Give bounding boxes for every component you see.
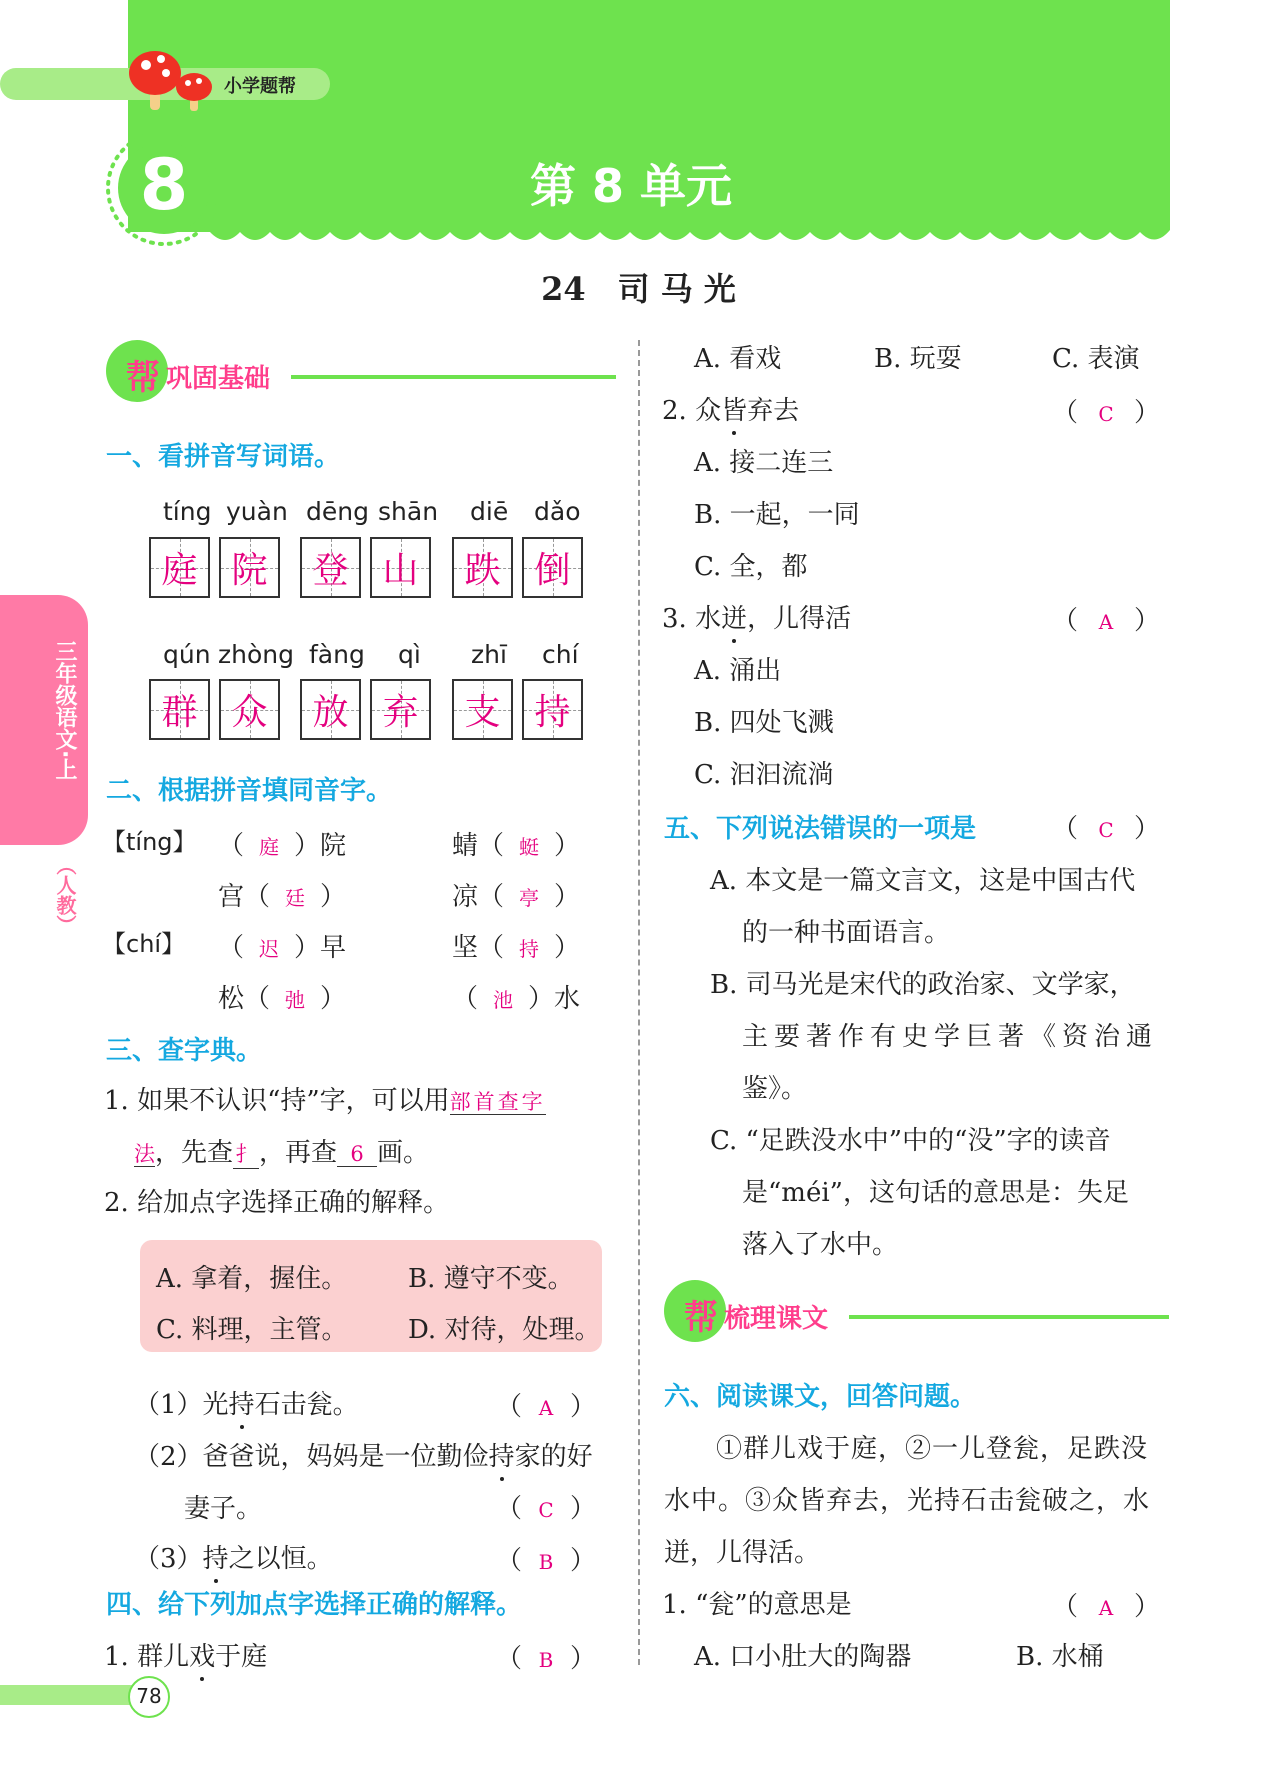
q1-pinyin: fàng (309, 640, 365, 669)
q4-item-1: 1. 群儿戏于庭 (104, 1636, 267, 1673)
banner-line (849, 1315, 1169, 1319)
q3-title: 三、查字典。 (106, 1036, 263, 1066)
q5-line: 是“méi”，这句话的意思是：失足 (742, 1178, 1129, 1208)
banner-title: 梳理课文 (724, 1304, 829, 1334)
q4-item-2: 2. 众皆弃去 (662, 390, 799, 427)
q5-line: 的一种书面语言。 (742, 918, 951, 948)
q4-item-3: 3. 水迸，儿得活 (662, 598, 851, 635)
q4-3-option: C. 汩汩流淌 (694, 760, 834, 790)
q4-1-option: A. 看戏 (694, 344, 782, 374)
lesson-title: 24 司 马 光 (541, 270, 736, 308)
q3-option: A. 拿着，握住。 (156, 1264, 348, 1294)
q6-title: 六、阅读课文，回答问题。 (664, 1382, 977, 1412)
banner-prefix: 帮 (126, 358, 160, 398)
side-tab-edition: （人教） (53, 855, 77, 935)
section-banner-review (664, 1280, 1169, 1340)
q2-item: （ 庭 ）院 (218, 831, 347, 861)
footer-bar (0, 1685, 140, 1705)
answer[interactable]: 法 (134, 1142, 155, 1166)
q4-3-option: A. 涌出 (694, 656, 782, 686)
answer[interactable]: B (538, 1550, 554, 1574)
q3-option: B. 遵守不变。 (408, 1264, 574, 1294)
q2-item: 宫（ 廷 ） (218, 882, 347, 912)
char-grid[interactable]: 弃 (370, 679, 431, 740)
q5-line: 落入了水中。 (742, 1230, 899, 1260)
answer[interactable]: 6 (337, 1142, 377, 1167)
answer[interactable]: 迟 (259, 937, 280, 961)
q1-pinyin: dǎo (534, 497, 581, 526)
char-grid[interactable]: 庭 (149, 537, 210, 598)
char-grid[interactable]: 支 (452, 679, 513, 740)
q4-2-option: C. 全，都 (694, 552, 808, 582)
char-grid[interactable]: 跌 (452, 537, 513, 598)
q5-line: A. 本文是一篇文言文，这是中国古代 (710, 866, 1136, 896)
char-grid[interactable]: 放 (300, 679, 361, 740)
brand-label: 小学题帮 (224, 76, 296, 97)
section-banner-consolidate (106, 340, 616, 400)
q3-sub-1-answer: （ A ） (496, 1392, 597, 1422)
q3-sub-3: （3）持之以恒。 (134, 1538, 333, 1575)
q5-line: C. “足跌没水中”中的“没”字的读音 (710, 1126, 1111, 1156)
answer[interactable]: C (1098, 402, 1114, 426)
char-grid[interactable]: 众 (219, 679, 280, 740)
answer[interactable]: C (1098, 818, 1114, 842)
q3-sentence-1: 1. 如果不认识“持”字，可以用部首查字 (104, 1086, 546, 1116)
q3-option: D. 对待，处理。 (408, 1315, 601, 1345)
answer[interactable]: A (538, 1396, 554, 1420)
q5-title: 五、下列说法错误的一项是 (664, 814, 977, 844)
q2-item: 松（ 弛 ） (218, 984, 347, 1014)
side-tab-grade: 三年级语文·上 (52, 640, 77, 781)
q6-item-1: 1. “瓮”的意思是 (662, 1590, 852, 1620)
banner-title: 巩固基础 (166, 364, 271, 394)
q4-2-option: A. 接二连三 (694, 448, 834, 478)
answer[interactable]: 部首查字 (449, 1090, 546, 1114)
q4-1-option: B. 玩耍 (874, 344, 962, 374)
q4-item-2-answer: （ C ） (1052, 398, 1161, 428)
q3-sentence-2: 2. 给加点字选择正确的解释。 (104, 1188, 450, 1218)
q1-pinyin: zhòng (218, 640, 294, 669)
q5-line: 主要著作有史学巨著《资治通 (742, 1022, 1159, 1052)
q2-item: 凉（ 亭 ） (452, 882, 581, 912)
q3-sentence-1-cont: 法，先查 扌，再查 6 画。 (134, 1138, 430, 1168)
q4-2-option: B. 一起，一同 (694, 500, 860, 530)
q5-answer: （ C ） (1052, 814, 1161, 844)
column-divider (638, 340, 640, 1665)
q5-line: B. 司马光是宋代的政治家、文学家， (710, 970, 1136, 1000)
q1-pinyin: tíng (163, 497, 212, 526)
char-grid[interactable]: 院 (219, 537, 280, 598)
q3-sub-2-answer: （ C ） (496, 1494, 597, 1524)
q6-item-1-answer: （ A ） (1052, 1592, 1161, 1622)
answer[interactable]: 庭 (259, 835, 280, 859)
q1-pinyin: chí (542, 640, 579, 669)
q1-pinyin: shān (378, 497, 439, 526)
answer[interactable]: B (538, 1648, 554, 1672)
q1-pinyin: qì (398, 640, 421, 669)
q5-line: 鉴》。 (742, 1074, 808, 1104)
banner-line (291, 375, 616, 379)
q6-1-option: A. 口小肚大的陶器 (694, 1642, 912, 1672)
q6-passage: ①群儿戏于庭，②一儿登瓮，足跌没 (716, 1434, 1149, 1464)
q3-option: C. 料理，主管。 (156, 1315, 348, 1345)
q3-sub-3-answer: （ B ） (496, 1546, 597, 1576)
q3-sub-1: （1）光持石击瓮。 (134, 1384, 359, 1421)
q6-passage: 迸，儿得活。 (664, 1538, 821, 1568)
q2-item: 蜻（ 蜓 ） (452, 831, 581, 861)
q3-sub-2: （2）爸爸说，妈妈是一位勤俭持家的好 (134, 1436, 593, 1473)
q2-title: 二、根据拼音填同音字。 (106, 776, 393, 806)
q2-item: （ 迟 ）早 (218, 933, 347, 963)
char-grid[interactable]: 持 (522, 679, 583, 740)
answer[interactable]: 廷 (285, 886, 306, 910)
q4-title: 四、给下列加点字选择正确的解释。 (106, 1590, 523, 1620)
banner-prefix: 帮 (684, 1298, 718, 1338)
unit-number: 8 (139, 144, 189, 226)
header-bar (0, 0, 1277, 250)
q4-1-option: C. 表演 (1052, 344, 1140, 374)
unit-title: 第 8 单元 (530, 159, 733, 213)
answer[interactable]: 池 (493, 988, 514, 1012)
q1-pinyin: qún (163, 640, 211, 669)
answer[interactable]: C (538, 1498, 554, 1522)
q1-pinyin: zhī (471, 640, 507, 669)
q1-title: 一、看拼音写词语。 (106, 442, 341, 472)
char-grid[interactable]: 山 (370, 537, 431, 598)
q4-item-3-answer: （ A ） (1052, 606, 1161, 636)
char-grid[interactable]: 群 (149, 679, 210, 740)
answer[interactable]: 亭 (519, 886, 540, 910)
q2-label-ting: 【tíng】 (102, 828, 197, 856)
q2-item: （ 池 ）水 (452, 984, 581, 1014)
q1-pinyin: yuàn (226, 497, 288, 526)
mushroom-logo-icon (128, 45, 218, 115)
q6-passage: 水中。③众皆弃去，光持石击瓮破之，水 (664, 1486, 1151, 1516)
char-grid[interactable]: 登 (300, 537, 361, 598)
q1-pinyin: dēng (306, 497, 369, 526)
q6-1-option: B. 水桶 (1016, 1642, 1104, 1672)
q4-item-1-answer: （ B ） (496, 1644, 597, 1674)
q2-item: 坚（ 持 ） (452, 933, 581, 963)
answer[interactable]: 扌 (233, 1138, 259, 1169)
q3-sub-2-cont: 妻子。 (184, 1494, 263, 1524)
answer[interactable]: A (1098, 610, 1114, 634)
answer[interactable]: 弛 (285, 988, 306, 1012)
q1-pinyin: diē (470, 497, 509, 526)
answer[interactable]: 持 (519, 937, 540, 961)
q2-label-chi: 【chí】 (102, 930, 186, 958)
page-number: 78 (136, 1684, 162, 1708)
char-grid[interactable]: 倒 (522, 537, 583, 598)
answer[interactable]: A (1098, 1596, 1114, 1620)
answer[interactable]: 蜓 (519, 835, 540, 859)
q4-3-option: B. 四处飞溅 (694, 708, 834, 738)
